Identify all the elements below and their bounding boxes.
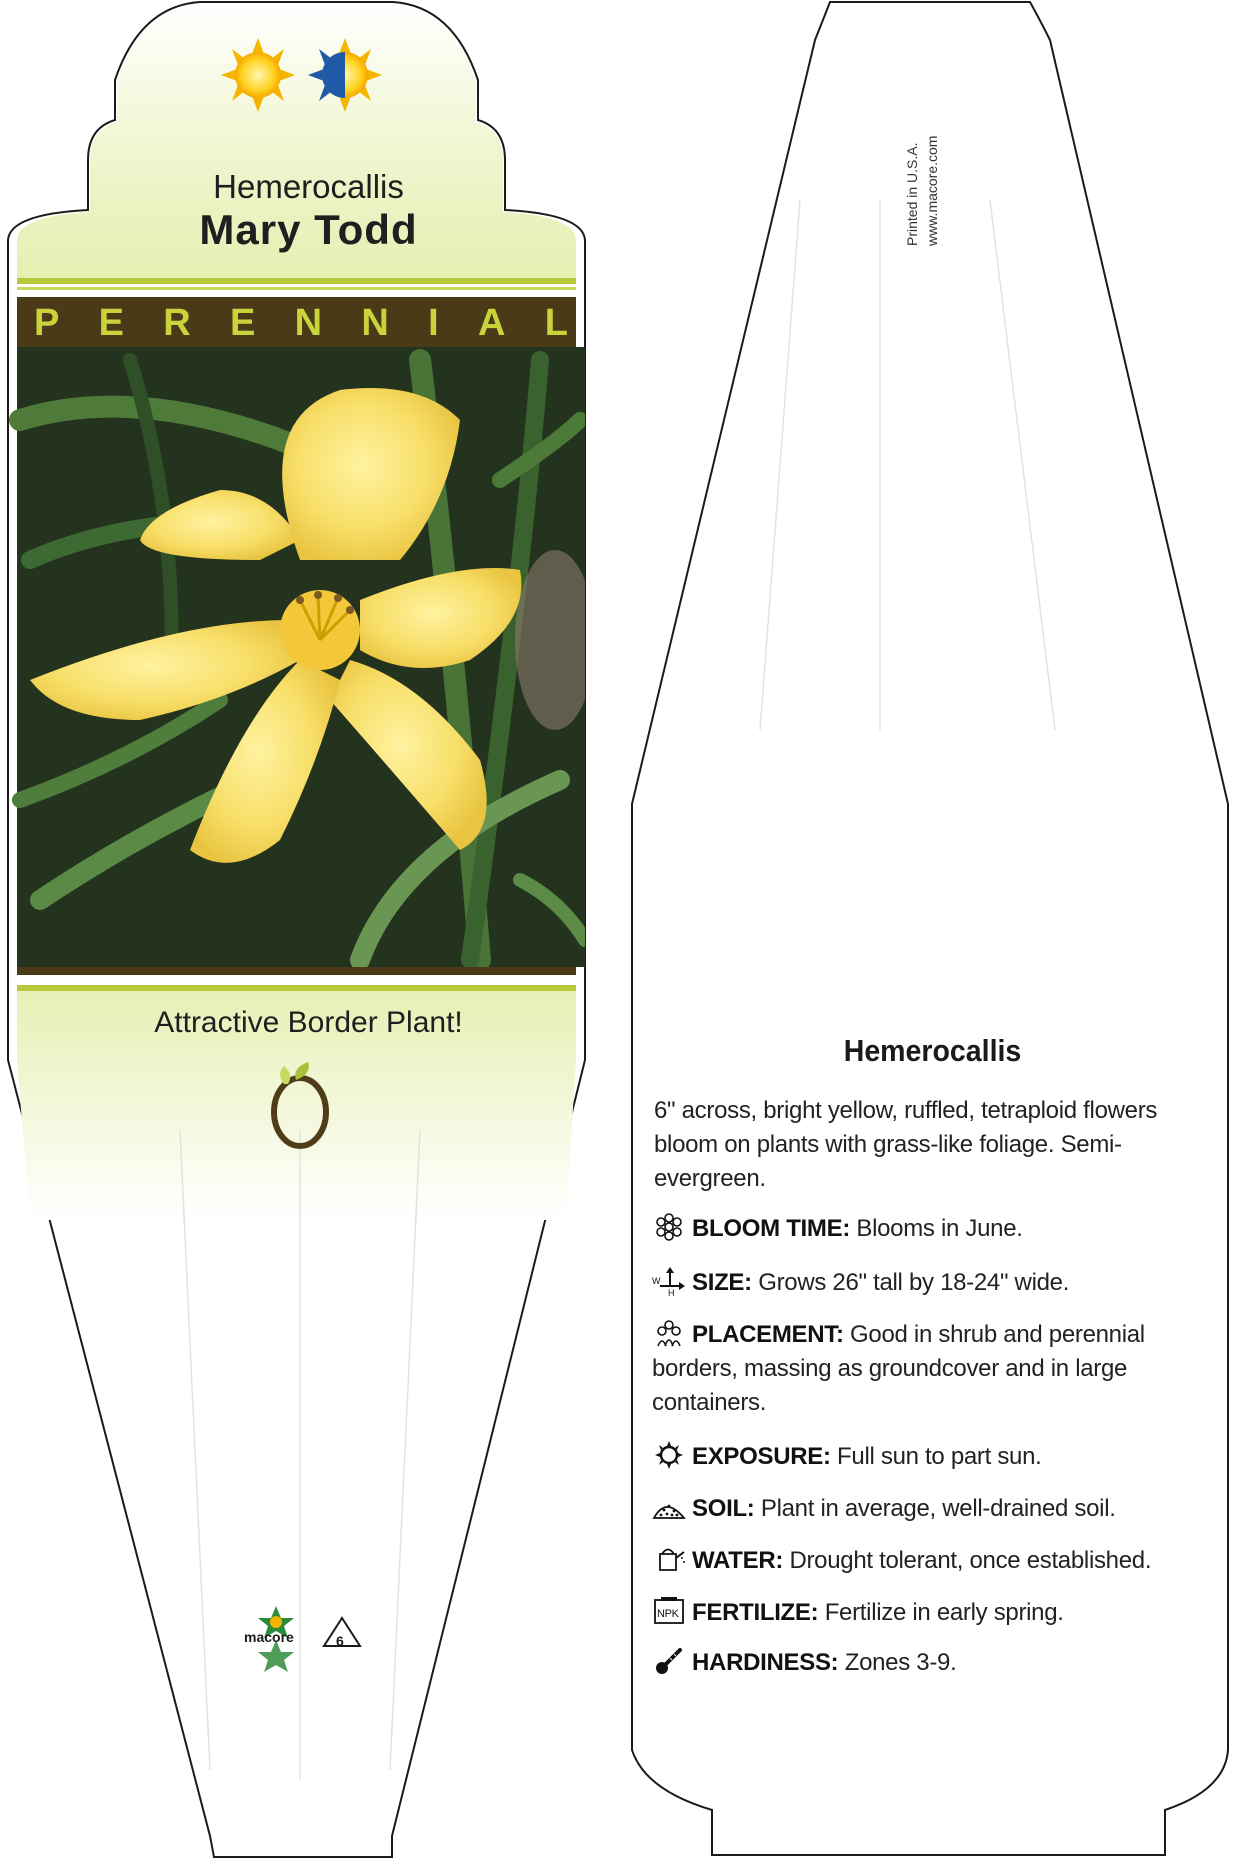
attr-label: HARDINESS: (692, 1649, 839, 1676)
category-letter: E (230, 301, 256, 344)
genus-name: Hemerocallis (213, 168, 404, 205)
brand-name: macore (244, 1629, 294, 1645)
attr-exposure (652, 1440, 1182, 1474)
attr-label: PLACEMENT: (692, 1321, 844, 1348)
category-letter: L (544, 301, 568, 344)
attr-size (652, 1266, 1182, 1300)
category-letter: E (98, 301, 124, 344)
attr-soil (652, 1492, 1182, 1526)
size-arrows-icon (652, 1266, 686, 1296)
attr-label: SOIL: (692, 1495, 755, 1522)
thermometer-icon (652, 1646, 686, 1676)
attr-bloom-time (652, 1212, 1182, 1246)
attr-text: Zones 3-9. (838, 1649, 957, 1676)
printed-info (904, 96, 944, 246)
back-title: Hemerocallis (843, 1033, 1022, 1068)
sun-icon (652, 1440, 686, 1470)
category-letter: P (34, 301, 60, 344)
category-letter: N (361, 301, 389, 344)
watering-can-icon (652, 1544, 686, 1574)
part-sun-icon (308, 38, 382, 112)
category-label (16, 298, 586, 348)
full-sun-icon (221, 38, 295, 112)
attr-label: FERTILIZE: (692, 1599, 819, 1626)
attr-fertilize (652, 1596, 1182, 1630)
placement-icon (652, 1318, 686, 1348)
npk-icon (652, 1596, 686, 1626)
attr-label: EXPOSURE: (692, 1443, 831, 1470)
attr-text: Full sun to part sun. (830, 1443, 1042, 1470)
svg-text:H: H (668, 1288, 675, 1296)
attr-text: Blooms in June. (850, 1215, 1023, 1242)
attr-label: WATER: (692, 1547, 784, 1574)
attr-placement (652, 1318, 1182, 1420)
attr-label: BLOOM TIME: (692, 1215, 851, 1242)
flower-icon (652, 1212, 686, 1242)
tagline: Attractive Border Plant! (154, 1006, 463, 1039)
attr-text: Drought tolerant, once established. (783, 1547, 1152, 1574)
soil-icon (652, 1492, 686, 1522)
attr-water (652, 1544, 1182, 1578)
category-letter: N (294, 301, 323, 344)
printed-line: Printed in U.S.A. (904, 142, 920, 246)
category-letter: A (477, 301, 506, 344)
attr-hardiness (652, 1646, 1182, 1680)
flower-photo (17, 347, 595, 967)
category-letter: I (428, 301, 439, 344)
recycle-code: 6 (336, 1633, 344, 1649)
svg-text:NPK: NPK (657, 1608, 679, 1620)
svg-text:W: W (652, 1276, 661, 1286)
attr-text: Good in shrub and perennial borders, massing as groundcover and in large containers. (652, 1321, 1145, 1416)
category-letter: R (163, 301, 191, 344)
attr-text: Plant in average, well-drained soil. (754, 1495, 1116, 1522)
attr-text: Grows 26" tall by 18-24" wide. (751, 1269, 1070, 1296)
attr-text: Fertilize in early spring. (818, 1599, 1064, 1626)
plant-description: 6" across, bright yellow, ruffled, tetraploid flowers bloom on plants with grass-like foliage. Semi-evergreen. (654, 1097, 1158, 1192)
cultivar-name: Mary Todd (199, 206, 418, 253)
attr-label: SIZE: (692, 1269, 752, 1296)
website-line: www.macore.com (924, 135, 940, 246)
